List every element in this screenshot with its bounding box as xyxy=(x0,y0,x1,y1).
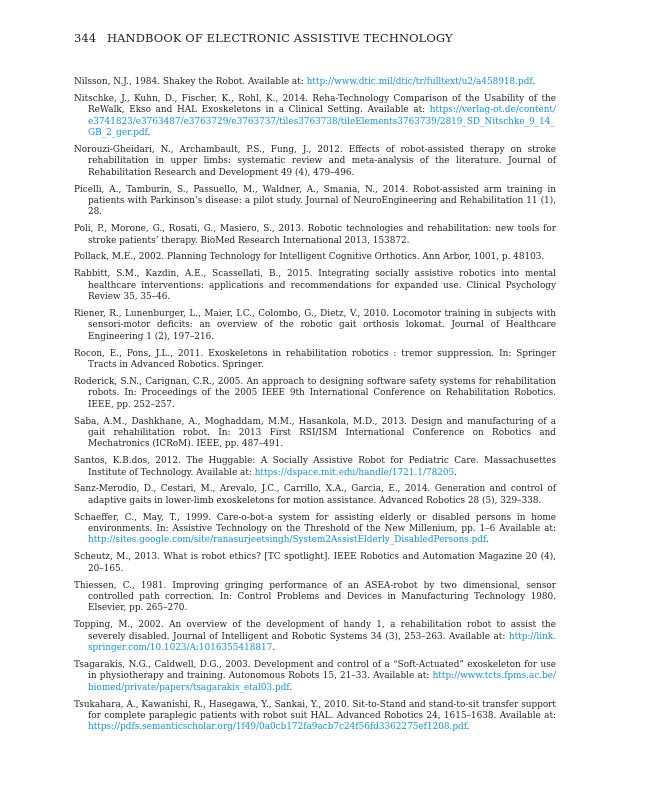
reference-link[interactable]: http://www.tcts.fpms.ac.be/biomed/private/papers/tsagarakis_etal03.pdf xyxy=(88,671,556,693)
book-title: HANDBOOK OF ELECTRONIC ASSISTIVE TECHNOLOGY xyxy=(107,31,453,45)
reference-text: Schaeffer, C., May, T., 1999. Care-o-bot-a system for assisting elderly or disabled persons in home environments. In: Assistive Technology on the Threshold of the New Millenium, pp. 1–6 Available at: xyxy=(74,512,556,535)
reference-link[interactable]: https://pdfs.semanticscholar.org/1f49/0a0cb172fa9acb7c24f56fd3362275ef1208.pdf xyxy=(88,722,467,733)
running-header xyxy=(74,31,453,45)
reference-trailing-punctuation: . xyxy=(466,722,470,733)
reference-text: Roderick, S.N., Carignan, C.R., 2005. An approach to designing software safety systems for rehabilitation robots. In: Proceedings of the 2005 IEEE 9th International Conference on Rehabilitation Robotics. IEEE, pp. 252–257. xyxy=(74,376,556,410)
reference-text: Picelli, A., Tamburin, S., Passuello, M., Waldner, A., Smania, N., 2014. Robot-assisted arm training in patients with Parkinson’s disease: a pilot study. Journal of NeuroEngineering and Rehabilitation 11 (1), 28. xyxy=(74,184,556,218)
reference-text: Santos, K.B.dos, 2012. The Huggable: A Socially Assistive Robot for Pediatric Care. Massachusettes Institute of Technology. Available at: xyxy=(74,456,556,478)
reference-link[interactable]: http://sites.google.com/site/ranasurjeetsingh/System2AssistElderly_DisabledPersons.pdf xyxy=(88,535,486,546)
reference-trailing-punctuation: . xyxy=(532,77,536,87)
reference-entry xyxy=(74,456,556,479)
reference-text: Nitschke, J., Kuhn, D., Fischer, K., Rohl, K., 2014. Reha-Technology Comparison of the Usability of the ReWalk, Ekso and HAL Exoskeletons in a Clinical Setting. Available at: xyxy=(74,93,556,116)
reference-text: Scheutz, M., 2013. What is robot ethics? [TC spotlight]. IEEE Robotics and Automation Magazine 20 (4), 20–165. xyxy=(74,552,556,574)
reference-entry xyxy=(74,145,556,179)
reference-entry xyxy=(74,349,556,372)
reference-entry xyxy=(74,484,556,507)
reference-text: Pollack, M.E., 2002. Planning Technology for Intelligent Cognitive Orthotics. Ann Arbor, 1001, p. 48103. xyxy=(74,252,545,263)
reference-text: Saba, A.M., Dashkhane, A., Moghaddam, M.M., Hasankola, M.D., 2013. Design and manufacturing of a gait rehabilitation robot. In: 2013 First RSI/ISM International Conference on Robotics and Mechatronics (ICRoM). IEEE, pp. 487–491. xyxy=(74,416,556,450)
reference-link[interactable]: http://link.springer.com/10.1023/A:1016355418817 xyxy=(88,631,556,653)
reference-text: Tsagarakis, N.G., Caldwell, D.G., 2003. Development and control of a “Soft-Actuated” exoskeleton for use in physiotherapy and training. Autonomous Robots 15, 21–33. Available at: xyxy=(74,659,556,682)
reference-link[interactable]: https://dspace.mit.edu/handle/1721.1/78205 xyxy=(254,467,455,478)
reference-trailing-punctuation: . xyxy=(272,642,276,653)
reference-entry xyxy=(74,94,556,139)
reference-text: Thiessen, C., 1981. Improving gringing performance of an ASEA-robot by two dimensional, sensor controlled path correction. In: Control Problems and Devices in Manufacturing Technology 1980. Elsevier, pp. 265–270. xyxy=(74,580,556,614)
reference-entry xyxy=(74,581,556,615)
reference-entry xyxy=(74,620,556,654)
reference-list xyxy=(74,77,556,739)
reference-trailing-punctuation: . xyxy=(147,127,151,138)
reference-text: Nilsson, N.J., 1984. Shakey the Robot. Available at: xyxy=(74,77,307,87)
reference-entry xyxy=(74,309,556,343)
reference-entry xyxy=(74,660,556,694)
reference-entry xyxy=(74,377,556,411)
reference-entry xyxy=(74,252,556,263)
page-number: 344 xyxy=(74,31,97,45)
reference-trailing-punctuation: . xyxy=(289,682,293,693)
reference-entry xyxy=(74,77,556,88)
reference-text: Rabbitt, S.M., Kazdin, A.E., Scassellati, B., 2015. Integrating socially assistive robotics into mental healthcare interventions: applications and recommendations for expanded use. Clinical Psychology Review 35, 35–46. xyxy=(74,269,556,303)
reference-text: Sanz-Merodio, D., Cestari, M., Arevalo, J.C., Carrillo, X.A., Garcia, E., 2014. Generation and control of adaptive gaits in lower-limb exoskeletons for motion assistance. Advanced Robotics 28 (5), 329–338. xyxy=(74,484,556,506)
reference-text: Tsukahara, A., Kawanishi, R., Hasegawa, Y., Sankai, Y., 2010. Sit-to-Stand and stand-to-sit transfer support for complete paraplegic patients with robot suit HAL. Advanced Robotics 24, 1615–1638. Available at: xyxy=(74,699,556,721)
reference-link[interactable]: https://verlag-ot.de/content/e3741823/e3763487/e3763729/e3763737/tiles3763738/tileElements3763739/2819_SD_Nitschke_9_14_GB_2_ger.pdf xyxy=(88,105,556,138)
reference-link[interactable]: http://www.dtic.mil/dtic/tr/fulltext/u2/a458918.pdf xyxy=(306,77,533,87)
reference-trailing-punctuation: . xyxy=(454,467,457,478)
reference-text: Riener, R., Lunenburger, L., Maier, I.C., Colombo, G., Dietz, V., 2010. Locomotor training in subjects with sensori-motor deficits: an overview of the robotic gait orthosis lokomat. Journal of Healthcare Engineering 1 (2), 197–216. xyxy=(74,309,556,342)
reference-entry xyxy=(74,185,556,219)
reference-entry xyxy=(74,700,556,734)
reference-entry xyxy=(74,552,556,575)
reference-trailing-punctuation: . xyxy=(485,535,489,546)
reference-text: Norouzi-Gheidari, N., Archambault, P.S., Fung, J., 2012. Effects of robot-assisted therapy on stroke rehabilitation in upper limbs: systematic review and meta-analysis of the literature. Journal of Rehabilitation Research and Development 49 (4), 479–496. xyxy=(74,144,556,178)
reference-text: Rocon, E., Pons, J.L., 2011. Exoskeletons in rehabilitation robotics : tremor suppression. In: Springer Tracts in Advanced Robotics. Springer. xyxy=(74,348,556,370)
reference-text: Poli, P., Morone, G., Rosati, G., Masiero, S., 2013. Robotic technologies and rehabilitation: new tools for stroke patients’ therapy. BioMed Research International 2013, 153872. xyxy=(74,224,556,246)
reference-entry xyxy=(74,269,556,303)
reference-entry xyxy=(74,224,556,247)
reference-entry xyxy=(74,513,556,547)
reference-entry xyxy=(74,417,556,451)
reference-text: Topping, M., 2002. An overview of the development of handy 1, a rehabilitation robot to assist the severely disabled. Journal of Intelligent and Robotic Systems 34 (3), 253–263. Available at: xyxy=(74,620,556,642)
